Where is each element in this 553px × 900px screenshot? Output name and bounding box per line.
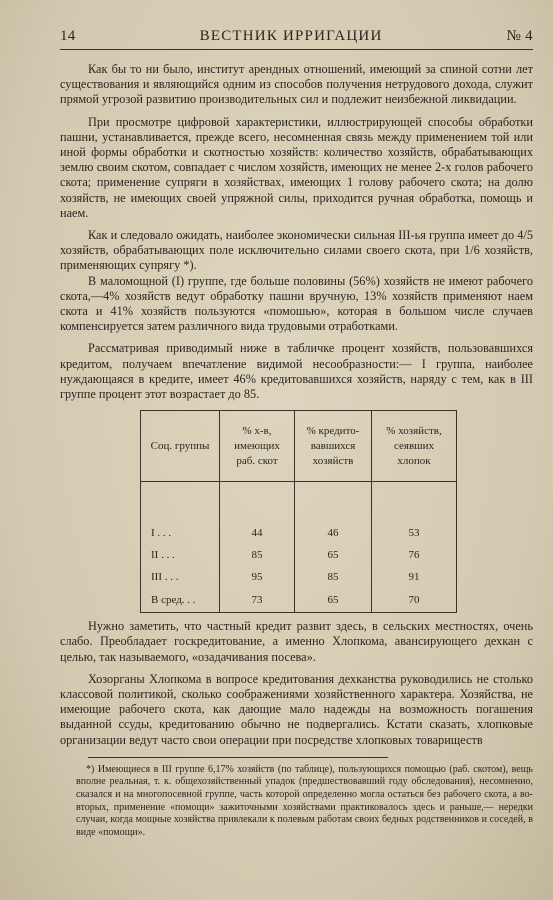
table-cell: 53 <box>372 482 457 545</box>
table-header-cell: % хозяйств, сеявших хлопок <box>372 411 457 482</box>
paragraph: Хозорганы Хлопкома в вопросе кредитования дехканства руководились не столько классовой политикой, сколько соображениями хозяйственного характера. Хозяйства, не имеющие рабочего скота, как дающие мало надежды на возможность погашения выданной ссуды, кредитованию обычно не подвергались. Кстати сказать, хлопковые организации ведут часто свои операции при посредстве хлопковых товариществ <box>60 671 533 747</box>
table-cell: 65 <box>295 588 372 613</box>
paragraph: При просмотре цифровой характеристики, иллюстрирующей способы обработки пашни, устанавливается, прежде всего, несомненная связь между применением той или иной формы обработки и скотностью хозяйств: количество хозяйств, обрабатывающих землю своим скотом, совпадает с числом хозяйств, имеющих не менее 2-х голов рабочего скота; применение супряги в хозяйствах, имеющих 1 голову рабочего скота; на долю хозяйств, не имеющих своей упряжной силы, приходится ручная обработка, помощь и наем. <box>60 114 533 220</box>
table-cell: 65 <box>295 544 372 566</box>
table-header-cell: % х-в, имеющих раб. скот <box>220 411 295 482</box>
header-rule <box>60 49 533 50</box>
journal-title: ВЕСТНИК ИРРИГАЦИИ <box>199 28 383 44</box>
table-header-cell: Соц. группы <box>141 411 220 482</box>
paragraph: Как и следовало ожидать, наиболее экономически сильная III-ья группа имеет до 4/5 хозяйств, обрабатывающих поле исключительно силами своего скота, при 1/6 хозяйств, применяющих супрягу *). <box>60 228 533 273</box>
table-cell: III . . . <box>141 566 220 588</box>
table-cell: 95 <box>220 566 295 588</box>
table-cell: 76 <box>372 544 457 566</box>
table-row <box>141 588 457 613</box>
footnote-rule <box>88 757 388 758</box>
paragraph: Рассматривая приводимый ниже в табличке процент хозяйств, пользовавшихся кредитом, получаем впечатление видимой несообразности:— I группа, наиболее нуждающаяся в кредите, имеет 46% кредитовавшихся хозяйств, наряду с тем, как в III группе процент этот возрастает до 85. <box>60 341 533 402</box>
table-cell: 44 <box>220 482 295 545</box>
issue-number: № 4 <box>506 28 533 44</box>
table-row <box>141 566 457 588</box>
footnote: *) Имеющиеся в III группе 6,17% хозяйств (по таблице), пользующихся помощью (раб. скотом), вещь вполне реальная, т. к. общехозяйственный упадок (предшествовавший году обследования), несомненно, сказался и на многопосевной группе, часть которой определенно могла остаться без рабочего скота, а во-вторых, применение «помощи» зажиточными хозяйствами практиковалось здесь и раньше,— нередки случаи, когда мощные хозяйства привлекали к полевым работам своих бедных родственников и соседей, в виде «помощи». <box>76 763 533 838</box>
table-header-cell: % кредито- вавшихся хозяйств <box>295 411 372 482</box>
table-row <box>141 544 457 566</box>
paragraph: Нужно заметить, что частный кредит развит здесь, в сельских местностях, очень слабо. Преобладает госкредитование, а именно Хлопкома, авансирующего дехкан с целью, так называемого, «озадачивания посева». <box>60 619 533 664</box>
paragraph: В маломощной (I) группе, где больше половины (56%) хозяйств не имеют рабочего скота,—4% хозяйств ведут обработку пашни вручную, 13% хозяйств применяют наем скота и 41% хозяйств пользуются «помошью», которая в большом числе случаев компенсируется затем различного вида трудовыми отработками. <box>60 273 533 334</box>
table-cell: В сред. . . <box>141 588 220 613</box>
page-number: 14 <box>60 28 76 44</box>
credit-table <box>140 410 457 613</box>
table-cell: II . . . <box>141 544 220 566</box>
table-cell: I . . . <box>141 482 220 545</box>
table-cell: 73 <box>220 588 295 613</box>
table-cell: 70 <box>372 588 457 613</box>
paragraph: Как бы то ни было, институт арендных отношений, имеющий за спиной сотни лет существования и являющийся одним из способов получения нетрудового дохода, служит прямой угрозой развитию производительных сил и подлежит неизбежной ликвидации. <box>60 62 533 107</box>
table-cell: 85 <box>220 544 295 566</box>
table-cell: 46 <box>295 482 372 545</box>
table-row <box>141 482 457 545</box>
page-header <box>60 28 533 47</box>
table-cell: 91 <box>372 566 457 588</box>
table-cell: 85 <box>295 566 372 588</box>
